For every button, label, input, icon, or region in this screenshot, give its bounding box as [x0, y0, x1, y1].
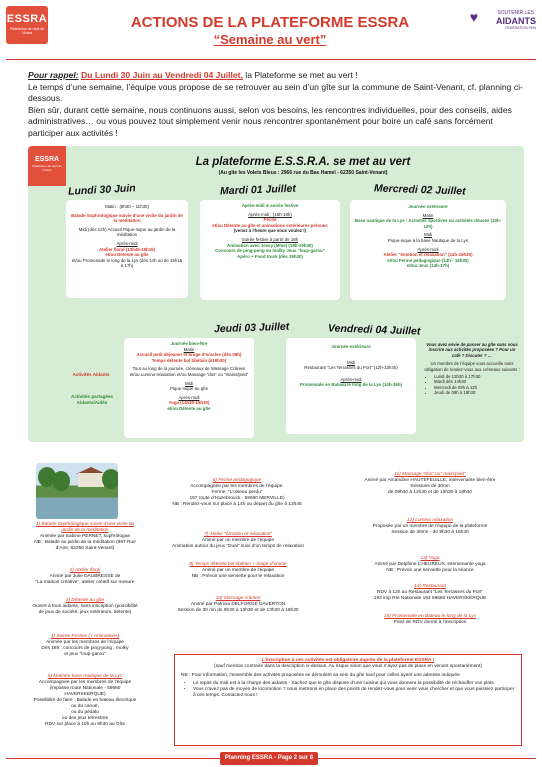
jeudi-line: et/ou Détente au gîte: [167, 405, 211, 411]
activity-13: [356, 556, 504, 574]
page-footer: Planning ESSRA - Page 2 sur 8: [220, 752, 318, 765]
activity-title: 7) Atelier “émotion et relaxation”: [203, 532, 273, 537]
activity-line: Point de RDV donné à l’inscription: [393, 620, 467, 625]
mardi-line: Après-midi : (15h-18h): [248, 211, 292, 217]
mardi-line: Soirée festive à partir de 18h: [241, 236, 299, 242]
mardi-line: Animation avec Jessy (Mme) (18h-19h30): [227, 242, 313, 248]
activity-title: 3) Détente au gîte: [65, 598, 105, 603]
activity-line: NB : Prévoir une serviette pour le relaxation: [191, 574, 285, 579]
activity-line: Proposée par un membre de l’équipe de la plateforme: [372, 524, 488, 529]
activity-line: de 09h30 à 12h30 et de 13h30 à 18h30: [387, 490, 473, 495]
activity-line: ou des jeux terrestres: [61, 716, 109, 721]
lundi-line: Matin : (9h30 – 11h30): [105, 204, 149, 209]
activity-line: Animé par Julie DAUBRESSE de: [49, 574, 121, 579]
registration-bullet: • Vous n’avez pas de moyen de locomotion ? nous mettrons en place des points de rendez-vous pour venir vous chercher et que vous puissiez participer à ces temps. Contactez nous !: [193, 687, 515, 699]
day-jeudi: Jeudi 03 Juillet: [213, 320, 290, 336]
jeudi-line: Midi: [184, 380, 194, 386]
activity-1: [30, 522, 140, 552]
callout-slot: • Mardi dès 14h30: [434, 379, 520, 384]
heart-people-icon: ♥: [469, 9, 478, 25]
day-vendredi: Vendredi 04 Juillet: [327, 322, 421, 338]
lundi-line: Atelier floral (13h45-15h15): [98, 246, 156, 252]
mercredi-line: Matin: [422, 212, 434, 218]
activity-line: Ferme: “L’oiseau perdu”: [211, 490, 263, 495]
header-divider: [6, 59, 536, 60]
mercredi-line: Atelier “émotion et relaxation” (14h-15h30): [383, 252, 473, 258]
activity-7: [172, 532, 304, 550]
activity-2: [30, 568, 140, 586]
registration-info-box: [174, 654, 522, 746]
activity-line: Animé par Amandine HAUTEFEUILLE, intervenante bien-être: [364, 478, 496, 483]
vendredi-line: Midi: [346, 359, 356, 365]
planner-logo-tagline: Plateforme de répit de l'Artois: [32, 164, 62, 172]
planner-logo-name: ESSRA: [34, 156, 60, 163]
mardi-line: Concours de ping-pong ou molky Jeux “loup-garou”: [215, 248, 325, 254]
mercredi-line: et/ou Ferme pédagogique (14h - 15h30): [387, 257, 469, 263]
drop-in-callout: [424, 342, 520, 396]
registration-bullet: • Le repas du midi est à la charge des aidants - Sachez que le gîte dispose d’une cuisine qui vous donnera la possibilité de réchauffer vos plats.: [193, 681, 515, 687]
activity-line: Animé par un membre de l’équipe: [202, 568, 274, 573]
lundi-line: et/ou Détente au gîte: [105, 252, 149, 258]
vendredi-line: Promenade en Bateau le long de la Lys (14h-16h): [299, 382, 403, 388]
activity-line: Animation autour du jeux “Dual” suivi d’un temps de relaxation: [172, 544, 304, 549]
intro-paragraph-2: Bien sûr, durant cette semaine, nous continuons aussi, selon vos besoins, les rencontres individuelles, pour des conseils, aides administratives… ou vous pouvez tout simplement venir nous rencontrer spontanément pour boire un café sans forcément participer aux activités !: [28, 104, 512, 138]
mardi-line: Apéro + Food truck (dès 19h30): [237, 253, 303, 259]
activity-line: Animée par les membres de l’équipe: [46, 640, 124, 645]
soutenir-aidants-logo: [464, 10, 536, 30]
logo-tagline: Plateforme de répit de l'Artois: [9, 27, 45, 35]
activity-title: 1) Balade Sophrologique suivie d’une visite du jardin de la méditation: [35, 522, 135, 533]
activity-line: Accompagnée par les membres de l’équipe (impasse route Nationale - 59660 HAVERSKERQUE): [38, 680, 132, 697]
mercredi-line: Après-midi: [417, 246, 439, 252]
activity-line: RDV sur place à 10h ou 9h30 au Gîte: [45, 722, 125, 727]
partner-line2: AIDANTS: [496, 16, 536, 26]
logo-name: ESSRA: [6, 13, 48, 25]
lundi-line: Balade Sophrologique suivie d’une visite du jardin de la méditation: [71, 212, 183, 224]
planner-title: La plateforme E.S.S.R.A. se met au vert: [195, 156, 411, 168]
activity-line: Ouvert à tous aidants, sans inscription (possibilité de jeux de société, jeux extérieurs, détente): [32, 604, 138, 615]
activity-line: ou du pédalo: [71, 710, 99, 715]
partner-line3: FÉDÉRATION PHN: [505, 26, 536, 30]
callout-slot: • Mercredi de 09h à 12h: [434, 385, 520, 390]
card-jeudi: [124, 338, 254, 438]
day-mardi: Mardi 01 Juillet: [219, 182, 297, 198]
activity-line: Animé par Delphine L’HEUREUX, intervenante yoga: [374, 562, 486, 567]
lundi-line: et/ou Promenade le long de la Lys (dès 14h ou de 15h15 à 17h): [71, 257, 183, 269]
activity-title: 6) Ferme pédagogique: [212, 478, 262, 483]
card-mardi: [200, 200, 340, 300]
mardi-line: Pêche: [263, 217, 277, 223]
day-lundi: Lundi 30 Juin: [67, 182, 136, 198]
essra-logo: [6, 6, 48, 44]
activity-line: “La maison créative”, atelier créatif sur mesure: [35, 580, 135, 585]
activity-4: [30, 634, 140, 658]
mercredi-line: Journée extérieure: [408, 204, 448, 209]
activity-title: 13) Yoga: [420, 556, 440, 561]
activity-title: 14) Restaurant: [414, 584, 446, 589]
activity-line: NB : Rendez-vous sur place à 14h ou départ du gîte à 13h45: [172, 502, 302, 507]
callout-slot: • Lundi de 13h30 à 17h30: [434, 374, 520, 379]
activity-15: [356, 614, 504, 626]
vendredi-line: Après-midi: [340, 376, 362, 382]
gite-photo: [36, 463, 118, 519]
activity-14: [356, 584, 504, 602]
callout-slot: • Jeudi de 09h à 18h30: [434, 390, 520, 395]
page-subtitle: “Semaine au vert”: [213, 32, 327, 47]
page-title: ACTIONS DE LA PLATEFORME ESSRA: [130, 14, 410, 31]
card-vendredi: [286, 338, 416, 434]
jeudi-line: Temps détente bol tibétain (à10h30): [151, 357, 227, 363]
intro-paragraph-1: Le temps d’une semaine, l’équipe vous propose de se retrouver au sein d’un gîte sur la commune de Saint-Venant, cf. planning ci-dessous.: [28, 81, 523, 104]
registration-nb: NB : Pour information, l’ensemble des activités proposées se déroulent au sein du gîte sauf pour celles ayant une adresse indiquée.: [181, 673, 461, 678]
activity-line: Session de 30mn - de 9h30 à 18h30: [391, 530, 469, 535]
dates-highlight: Du Lundi 30 Juin au Vendredi 04 Juillet,: [81, 70, 243, 80]
planner-address: (Au gîte les Volets Bleus : 2966 rue du Bas Hamel - 62350 Saint-Venant): [218, 170, 388, 176]
activity-line: Session de 30 mn de 9h30 à 13h30 et de 13h30 à 18h30: [177, 608, 299, 613]
activity-title: 15) Promenade en Bateau le long de la Lys: [383, 614, 477, 619]
mercredi-line: et/ou Jeux (14h-17h): [406, 263, 450, 269]
jeudi-line: Tout au long de la journée, créneaux de Massage Crânien et/ou Lumino-relaxation et/ou Massage “dos” ou “mains/pied”: [129, 366, 249, 377]
mardi-line: Après-midi & soirée festive: [241, 203, 299, 208]
activity-line: et jeux “loup-garou”: [64, 652, 106, 657]
activity-6: [172, 478, 302, 508]
intro-text: [28, 70, 524, 140]
jeudi-line: Yoga (14h30-15h30): [168, 400, 210, 406]
lundi-line: Midi (dès 12h) Accueil Pique-nique au jardin de la méditation: [78, 226, 176, 238]
mercredi-line: Base nautique de la Lys : Activités sportives ou activités douces (10h-12h): [354, 218, 502, 229]
activity-title: 12) Lumino relaxation: [406, 518, 454, 523]
activity-line: NB : Balade au jardin de la méditation (897 Rue d’Aire, 62350 Saint-Venant): [34, 540, 136, 551]
partner-line1: SOUTENIR LES: [497, 10, 534, 16]
jeudi-line: Journée bien-être: [170, 341, 208, 346]
planner-logo: [28, 146, 66, 186]
callout-question: Vous avez envie de passer au gîte sans vous inscrire aux activités proposées ? Pour un café ? Discuter ? …: [426, 342, 518, 358]
activity-5: [30, 674, 140, 728]
activity-title: 8) Temps détente bol tibétain + tirage d’oracle: [189, 562, 287, 567]
intro-line1: la Plateforme se met au vert !: [242, 70, 358, 80]
jeudi-line: Pique-nique au gîte: [169, 386, 209, 392]
reminder-label: Pour rappel:: [28, 70, 79, 80]
callout-text: Un membre de l’équipe vous accueille sans obligation de rendez-vous aux créneaux suivants :: [424, 361, 520, 372]
jeudi-line: Après-midi: [178, 394, 200, 400]
mercredi-line: Pique-nique à la base Nautique de la Lys: [388, 237, 468, 243]
activity-line: 167 route d’Hazebrouck - 59660 MERVILLE): [189, 496, 285, 501]
activity-line: Sessions de 30mn: [410, 484, 450, 489]
activity-line: ou du canoë,: [71, 704, 99, 709]
activity-line: Accompagnée par les membres de l’équipe.: [190, 484, 284, 489]
activity-line: 193 imp Rte Nationale 193 59660 HAVERSKERQUE: [373, 596, 487, 601]
card-lundi: [66, 200, 188, 298]
activity-line: Animée par Sabine PERNET, sophrologue: [39, 534, 131, 539]
vendredi-line: Journée extérieure: [331, 344, 371, 349]
vendredi-line: Restaurant “Les Terrasses du Port” (12h-13h45): [304, 365, 398, 371]
activity-12: [356, 518, 504, 536]
activity-line: NB : Prévoir une serviette pour la séance: [386, 568, 474, 573]
lundi-line: Après-midi: [116, 240, 138, 246]
registration-subtext: (sauf mention contraire dans la description ci-dessus. Au risque sinon que vous n’ayez pas de place en venant spontanément): [214, 664, 482, 669]
activity-title: 2) Atelier floral: [69, 568, 101, 573]
activity-3: [30, 598, 140, 616]
mardi-line: (venez à l'heure que vous voulez !): [233, 228, 307, 234]
activity-line: Animé par Patricia DELFORGE DAVERTON: [190, 602, 286, 607]
jeudi-line: Accueil petit déjeuner et tirage d’oracles (dès 09h): [136, 352, 242, 358]
day-mercredi: Mercredi 02 Juillet: [373, 182, 466, 198]
activity-10: [172, 596, 304, 614]
weekly-planner: [28, 146, 524, 442]
activity-line: Dès 18h : concours de ping-pong , molky: [41, 646, 129, 651]
jeudi-line: Matin: [183, 346, 195, 352]
registration-heading: L’inscription à ces activités est obligatoire auprès de la plateforme ESSRA !: [261, 658, 435, 663]
activity-line: Possibilité de faire : Balade en bateau électrique: [33, 698, 137, 703]
activity-title: 4) Soirée Festive (+ Animations): [50, 634, 120, 639]
activity-line: RDV à 12h au Restaurant “Les Terrasses du Port”: [376, 590, 484, 595]
activity-line: Animé par un membre de l’équipe: [202, 538, 274, 543]
label-activites-partagees: Activités partagées Aidants/Aidés: [70, 394, 114, 405]
activity-title: 5) Matinée base nautique de la Lys: [47, 674, 123, 679]
mercredi-line: Midi: [423, 232, 433, 238]
mardi-line: et/ou Détente au gîte et animations extérieures prévues: [212, 222, 328, 228]
card-mercredi: [350, 200, 506, 300]
activity-title: 10) Massage crânien: [215, 596, 261, 601]
activity-title: 11) Massage “dos” ou” main/pied”: [394, 472, 466, 477]
label-activites-aidants: Activités Aidants: [72, 372, 110, 377]
activity-8: [172, 562, 304, 580]
activity-11: [356, 472, 504, 496]
